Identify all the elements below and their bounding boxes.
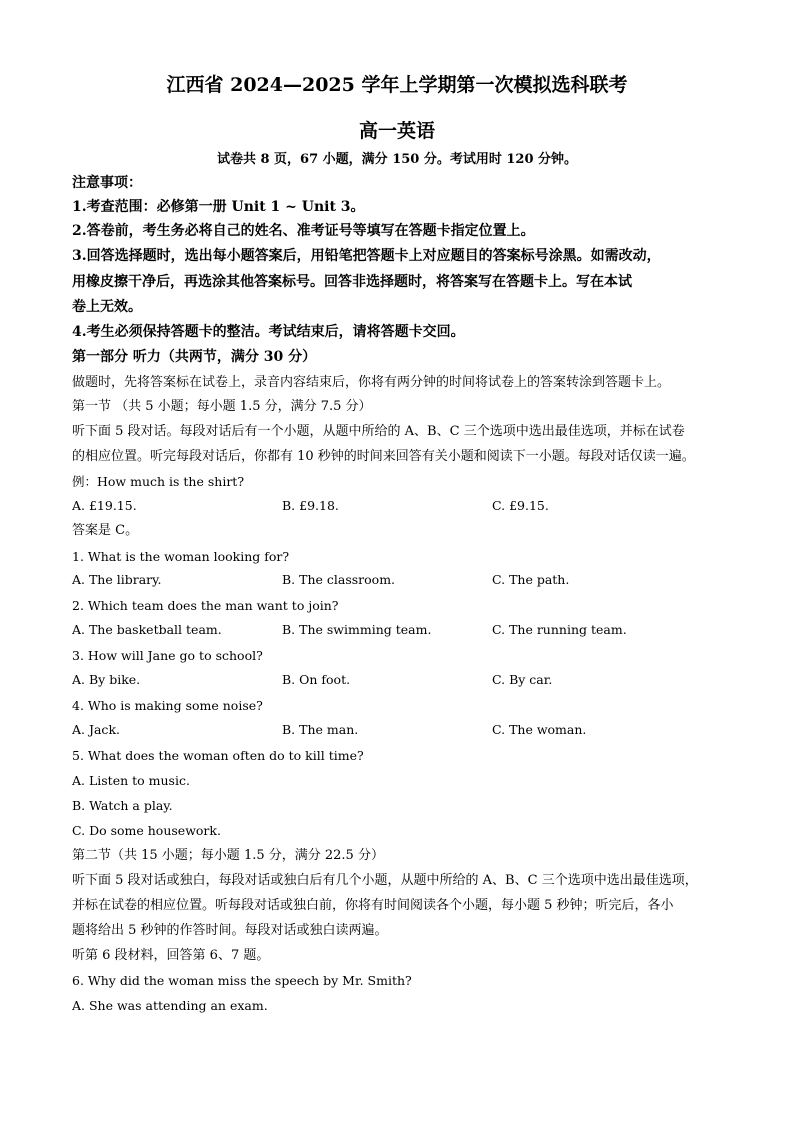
question-2: 2. Which team does the man want to join? — [72, 598, 339, 613]
q6-option-a: A. She was attending an exam. — [72, 998, 268, 1013]
subject-title: 高一英语 — [358, 120, 435, 142]
question-5: 5. What does the woman often do to kill time? — [72, 748, 364, 763]
example-option-b: B. £9.18. — [282, 498, 339, 513]
q5-option-b: B. Watch a play. — [72, 798, 173, 813]
question-4: 4. Who is making some noise? — [72, 698, 263, 713]
q3-option-c: C. By car. — [492, 672, 553, 687]
q5-option-c: C. Do some housework. — [72, 823, 221, 838]
example-option-a: A. £19.15. — [72, 498, 137, 513]
question-3: 3. How will Jane go to school? — [72, 648, 263, 663]
notes-heading: 注意事项： — [72, 175, 142, 191]
part1-heading: 第一部分 听力（共两节，满分 30 分） — [72, 349, 317, 365]
note-item: 用橡皮擦干净后，再选涂其他答案标号。回答非选择题时，将答案写在答题卡上。写在本试 — [72, 274, 632, 290]
note-item: 1.考查范围：必修第一册 Unit 1 ~ Unit 3。 — [72, 199, 365, 215]
q1-option-c: C. The path. — [492, 572, 570, 587]
section1-instructions: 的相应位置。听完每段对话后，你都有 10 秒钟的时间来回答有关小题和阅读下一小题。每段对话仅读一遍。 — [72, 449, 695, 464]
exam-info: 试卷共 8 页，67 小题，满分 150 分。考试用时 120 分钟。 — [216, 152, 578, 167]
question-1: 1. What is the woman looking for? — [72, 549, 290, 564]
example-option-c: C. £9.15. — [492, 498, 549, 513]
q2-option-c: C. The running team. — [492, 622, 627, 637]
q4-option-c: C. The woman. — [492, 722, 587, 737]
section1-heading: 第一节 （共 5 小题；每小题 1.5 分，满分 7.5 分） — [72, 399, 372, 414]
q3-option-a: A. By bike. — [72, 672, 141, 687]
example-question: 例：How much is the shirt? — [72, 474, 245, 489]
section2-heading: 第二节（共 15 小题；每小题 1.5 分，满分 22.5 分） — [72, 848, 384, 863]
q4-option-b: B. The man. — [282, 722, 359, 737]
q1-option-b: B. The classroom. — [282, 572, 396, 587]
note-item: 3.回答选择题时，选出每小题答案后，用铅笔把答题卡上对应题目的答案标号涂黑。如需改动， — [72, 248, 661, 264]
example-answer: 答案是 C。 — [72, 523, 139, 538]
exam-title: 江西省 2024—2025 学年上学期第一次模拟选科联考 — [166, 74, 628, 96]
q3-option-b: B. On foot. — [282, 672, 351, 687]
section2-instructions: 听下面 5 段对话或独白，每段对话或独白后有几个小题，从题中所给的 A、B、C 三个选项中选出最佳选项， — [72, 873, 698, 888]
section1-instructions: 听下面 5 段对话。每段对话后有一个小题，从题中所给的 A、B、C 三个选项中选出最佳选项，并标在试卷 — [72, 424, 685, 439]
note-item: 2.答卷前，考生务必将自己的姓名、准考证号等填写在答题卡指定位置上。 — [72, 223, 535, 239]
part1-intro: 做题时，先将答案标在试卷上，录音内容结束后，你将有两分钟的时间将试卷上的答案转涂到答题卡上。 — [72, 375, 671, 390]
section2-instructions: 并标在试卷的相应位置。听每段对话或独白前，你将有时间阅读各个小题，每小题 5 秒钟；听完后，各小 — [72, 898, 674, 913]
note-item: 卷上无效。 — [72, 299, 142, 315]
question-6: 6. Why did the woman miss the speech by Mr. Smith? — [72, 973, 412, 988]
q4-option-a: A. Jack. — [72, 722, 120, 737]
q5-option-a: A. Listen to music. — [72, 773, 190, 788]
q2-option-a: A. The basketball team. — [72, 622, 222, 637]
q1-option-a: A. The library. — [72, 572, 162, 587]
note-item: 4.考生必须保持答题卡的整洁。考试结束后，请将答题卡交回。 — [72, 324, 465, 340]
section2-instructions: 题将给出 5 秒钟的作答时间。每段对话或独白读两遍。 — [72, 923, 388, 938]
q2-option-b: B. The swimming team. — [282, 622, 432, 637]
material-6-note: 听第 6 段材料，回答第 6、7 题。 — [72, 948, 270, 963]
